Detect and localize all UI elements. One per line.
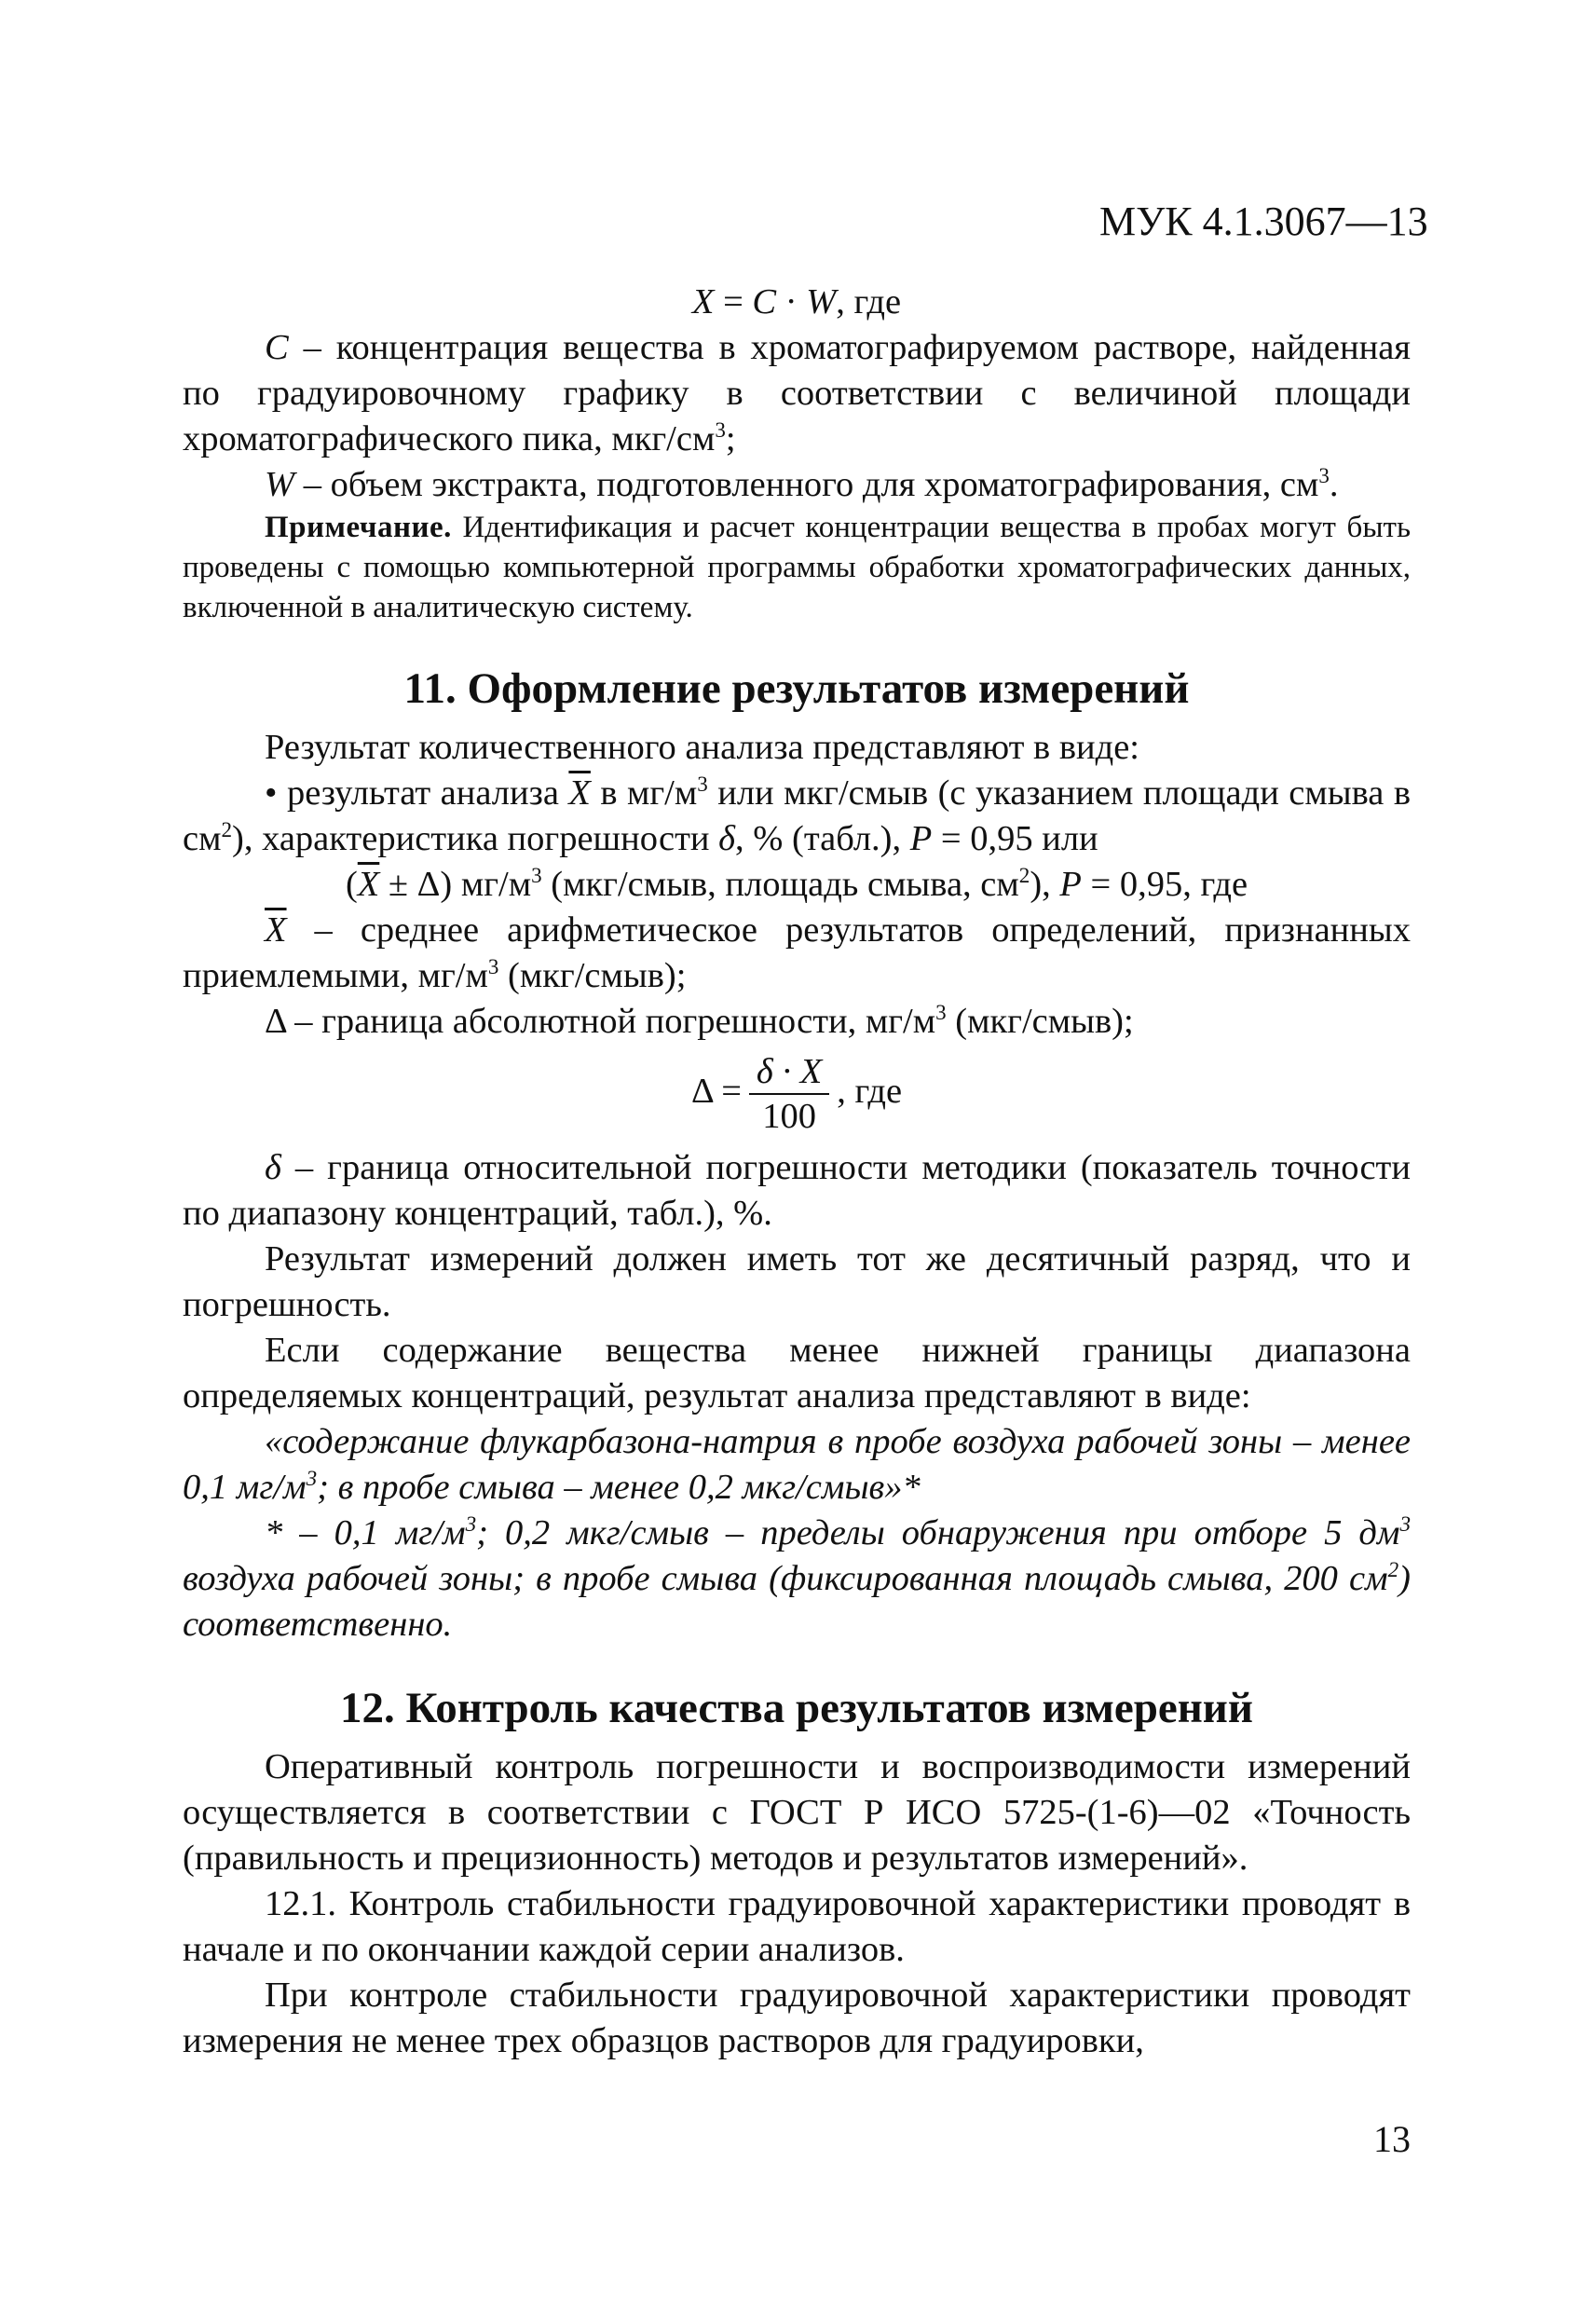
def-delta-end: (мкг/смыв); [946,1002,1134,1041]
def-c-symbol: C [265,328,289,367]
section-12-title: 12. Контроль качества результатов измерений [340,1684,1253,1732]
def-w-end: . [1329,465,1339,504]
document-code: МУК 4.1.3067—13 [1099,198,1428,244]
bullet-text-5: , % (табл.), [735,819,910,858]
bullet-text-4: ), характеристика погрешности [232,819,719,858]
quote-a: «содержание флукарбазона-натрия в пробе воздуха рабочей зоны – менее 0,1 мг/м [183,1422,1411,1507]
note [183,508,1411,628]
note-label: Примечание. [265,511,452,544]
bullet-delta: δ [718,819,736,858]
bullet-text-1: результат анализа [286,773,569,813]
def-delta-sup: 3 [935,1000,947,1025]
def-xbar-sup: 3 [487,954,499,979]
definition-w [183,462,1411,508]
star-b: ; 0,2 мкг/смыв – пределы обнаружения при отборе 5 дм [476,1513,1400,1552]
result-form-tail: = 0,95, где [1081,865,1248,904]
star-a-sup: 3 [465,1511,477,1537]
def-rel-text: – граница относительной погрешности методики (показатель точности по диапазону концентраций, табл.), %. [183,1148,1411,1233]
star-c-sup: 2 [1387,1557,1399,1582]
result-form-xbar: $\overline{X}$ [357,865,380,904]
def-xbar-text: – среднее арифметическое результатов определений, признанных приемлемыми, мг/м [183,910,1411,995]
def-c-end: ; [725,419,736,458]
result-form-pm: ± Δ) мг/м [379,865,532,904]
star-b-sup: 3 [1399,1511,1412,1537]
bullet-text-6: = 0,95 или [932,819,1098,858]
delta-fraction-denominator: 100 [762,1097,816,1136]
delta-eq-lhs: Δ = [690,1071,742,1111]
definition-relative-delta [183,1145,1411,1237]
def-xbar-symbol: $\overline{X}$ [265,910,287,950]
definition-xbar [183,908,1411,999]
section-11-title: 11. Оформление результатов измерений [403,664,1190,713]
formula-x-dot: · [776,282,807,321]
main-text [183,280,1411,2064]
result-form-p: P [1059,865,1082,904]
formula-x [183,280,1411,325]
def-rel-symbol: δ [265,1148,281,1187]
def-w-symbol: W [265,465,295,504]
bullet-xbar: $\overline{X}$ [568,773,591,813]
definition-c [183,325,1411,462]
formula-x-w: W [806,282,837,321]
section-12-paragraph-1: Оперативный контроль погрешности и воспроизводимости измерений осуществляется в соответствии с ГОСТ Р ИСО 5725-(1-6)—02 «Точность (правильность и прецизионность) методов и результатов измерений». [183,1747,1411,1878]
page-number: 13 [1373,2118,1411,2160]
star-d: ) соответственно. [183,1559,1411,1644]
section-12-paragraph-2: 12.1. Контроль стабильности градуировочной характеристики проводят в начале и по окончании каждой серии анализов. [183,1884,1411,1969]
definition-delta [183,999,1411,1045]
delta-num-rest: · X [772,1052,823,1091]
def-xbar-end: (мкг/смыв); [498,956,687,995]
result-form-sup2: 2 [1018,863,1030,888]
delta-fraction [749,1050,829,1138]
delta-eq-where: , где [837,1071,903,1111]
def-c-text: – концентрация вещества в хроматографируемом растворе, найденная по градуировочному графику в соответствии с величиной площади хроматографического пика, мкг/см [183,328,1411,458]
quote-a-sup: 3 [306,1466,318,1491]
result-form-mid: (мкг/смыв, площадь смыва, см [541,865,1019,904]
result-form [183,862,1411,908]
section-11-bullet [183,771,1411,862]
star-a: * – 0,1 мг/м [265,1513,466,1552]
delta-equation [183,1050,1411,1138]
formula-x-where: , где [836,282,902,321]
def-w-sup: 3 [1318,463,1330,488]
def-w-text: – объем экстракта, подготовленного для хроматографирования, см [294,465,1319,504]
formula-x-c: C [752,282,777,321]
def-c-sup: 3 [715,417,726,443]
bullet-sup-2: 2 [221,817,232,842]
quote-result [183,1419,1411,1511]
paragraph-digits: Результат измерений должен иметь тот же десятичный разряд, что и погрешность. [183,1239,1411,1324]
formula-x-eq: = [714,282,753,321]
note-text: Идентификация и расчет концентрации вещества в пробах могут быть проведены с помощью компьютерной программы обработки хроматографических данных, включенной в аналитическую систему. [183,511,1411,624]
formula-x-lhs: X [691,282,715,321]
delta-fraction-numerator [749,1050,829,1095]
section-12-paragraph-3: При контроле стабильности градуировочной характеристики проводят измерения не менее трех образцов растворов для градуировки, [183,1976,1411,2060]
paragraph-lower-bound: Если содержание вещества менее нижней границы диапазона определяемых концентраций, результат анализа представляют в виде: [183,1331,1411,1415]
def-delta-text: Δ – граница абсолютной погрешности, мг/м [265,1002,936,1041]
bullet-sup-1: 3 [697,772,708,797]
bullet-text-2: в мг/м [590,773,698,813]
bullet-icon: • [265,773,287,813]
delta-num-delta: δ [756,1052,773,1091]
bullet-p: P [909,819,933,858]
bullet-text-3: или мкг/смыв (с указанием площади смыва в см [183,773,1411,858]
footnote-star [183,1511,1411,1648]
quote-b: ; в пробе смыва – менее 0,2 мкг/смыв»* [317,1468,921,1507]
star-c: воздуха рабочей зоны; в пробе смыва (фиксированная площадь смыва, 200 см [183,1559,1388,1598]
section-11-intro: Результат количественного анализа представляют в виде: [265,728,1140,767]
result-form-open: ( [345,865,358,904]
result-form-sup: 3 [531,863,542,888]
result-form-end: ), [1030,865,1060,904]
